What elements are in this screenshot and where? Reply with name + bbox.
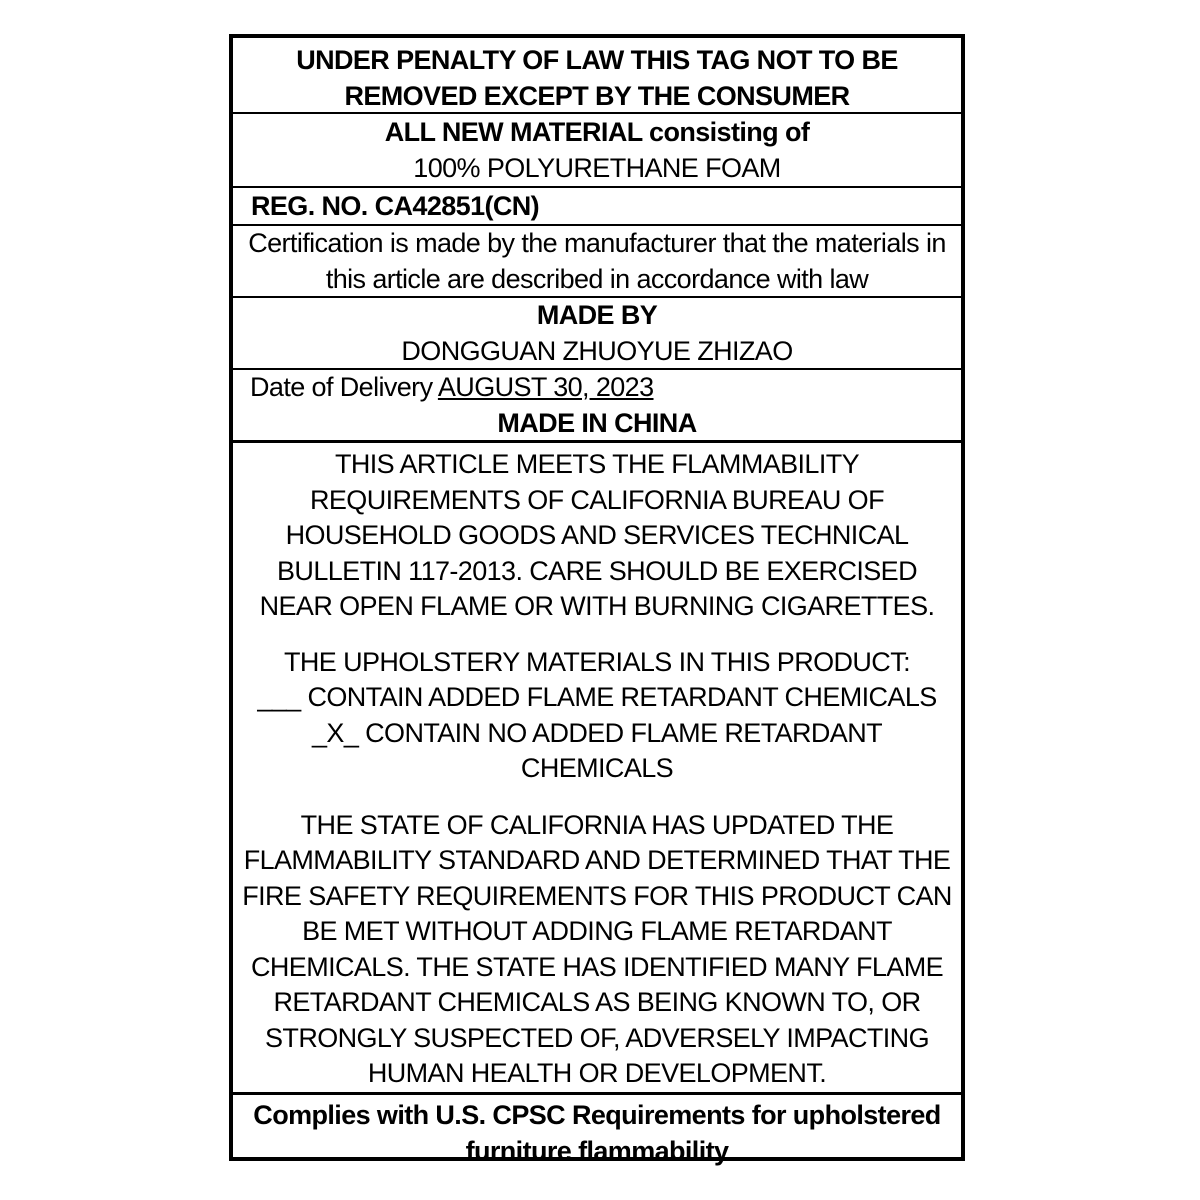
compliance-line-1: Complies with U.S. CPSC Requirements for upholstered	[253, 1100, 941, 1130]
divider	[233, 186, 961, 188]
california-notice	[233, 808, 961, 1092]
manufacturer-name: DONGGUAN ZHUOYUE ZHIZAO	[401, 335, 793, 366]
compliance-line-2: furniture flammability	[465, 1135, 729, 1166]
law-tag	[229, 34, 965, 1166]
certification-line-2: this article are described in accordance with law	[325, 263, 869, 294]
registration-number: REG. NO. CA42851(CN)	[251, 191, 540, 221]
material-content: 100% POLYURETHANE FOAM	[413, 152, 781, 183]
manufacturer-section	[233, 298, 961, 369]
manufacturer-label: MADE BY	[536, 300, 658, 330]
text-line: _X_ CONTAIN NO ADDED FLAME RETARDANT	[312, 717, 882, 748]
registration-section	[233, 189, 961, 225]
text-line: THE STATE OF CALIFORNIA HAS UPDATED THE	[300, 809, 894, 840]
text-line: CHEMICALS	[520, 753, 674, 783]
text-line: RETARDANT CHEMICALS AS BEING KNOWN TO, OR	[273, 987, 921, 1017]
text-line: HOUSEHOLD GOODS AND SERVICES TECHNICAL	[285, 520, 909, 550]
divider	[233, 1092, 961, 1095]
delivery-date: AUGUST 30, 2023	[437, 372, 654, 402]
tag-header	[233, 43, 961, 114]
divider	[233, 112, 961, 114]
text-line: BE MET WITHOUT ADDING FLAME RETARDANT	[302, 916, 892, 946]
material-heading	[233, 115, 961, 151]
delivery-label: Date of Delivery	[250, 372, 438, 402]
text-line: REQUIREMENTS OF CALIFORNIA BUREAU OF	[310, 484, 884, 515]
text-line: HUMAN HEALTH OR DEVELOPMENT.	[367, 1058, 827, 1088]
text-line: BULLETIN 117-2013. CARE SHOULD BE EXERCISED	[277, 555, 917, 586]
header-line-1: UNDER PENALTY OF LAW THIS TAG NOT TO BE	[296, 45, 898, 75]
delivery-row	[233, 370, 961, 406]
divider	[233, 440, 961, 443]
material-heading-bold: ALL NEW MATERIAL	[384, 117, 643, 147]
text-line: NEAR OPEN FLAME OR WITH BURNING CIGARETTES.	[259, 591, 935, 621]
text-line: ___ CONTAIN ADDED FLAME RETARDANT CHEMICALS	[257, 682, 937, 712]
country-of-origin: MADE IN CHINA	[497, 407, 697, 438]
material-heading-rest: consisting of	[642, 117, 810, 147]
flammability-paragraph-1	[233, 447, 961, 625]
certification-section	[233, 226, 961, 297]
text-line: CHEMICALS. THE STATE HAS IDENTIFIED MANY FLAME	[250, 951, 943, 982]
flammability-section	[233, 447, 961, 1092]
material-section	[233, 115, 961, 186]
text-line: THIS ARTICLE MEETS THE FLAMMABILITY	[334, 449, 860, 479]
compliance-section	[233, 1098, 961, 1169]
certification-line-1: Certification is made by the manufacturer that the materials in	[248, 228, 946, 258]
text-line: FIRE SAFETY REQUIREMENTS FOR THIS PRODUCT CAN	[242, 880, 952, 911]
delivery-section	[233, 370, 961, 441]
header-line-2: REMOVED EXCEPT BY THE CONSUMER	[344, 80, 850, 111]
flame-retardant-declaration	[233, 645, 961, 787]
text-line: THE UPHOLSTERY MATERIALS IN THIS PRODUCT:	[283, 646, 911, 677]
text-line: FLAMMABILITY STANDARD AND DETERMINED THAT THE	[243, 845, 951, 875]
text-line: STRONGLY SUSPECTED OF, ADVERSELY IMPACTING	[265, 1022, 929, 1053]
